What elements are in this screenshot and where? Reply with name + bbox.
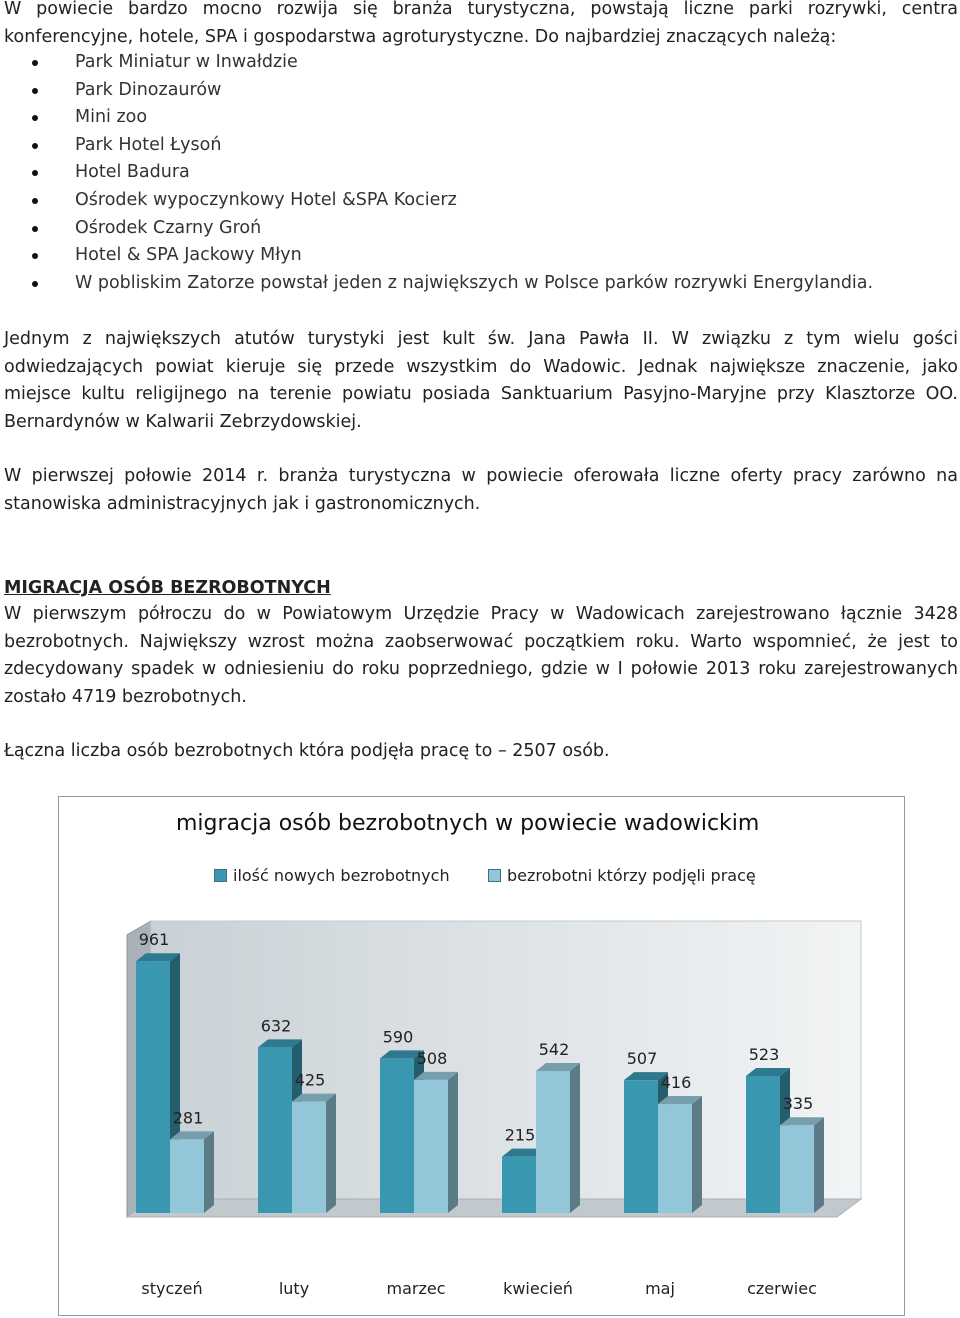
pope-paragraph: Jednym z największych atutów turystyki jest kult św. Jana Pawła II. W związku z tym wielu gości odwiedzających powiat kieruje się przede wszystkim do Wadowic. Jednak największe znaczenie, jako miejsce kultu religijnego na terenie powiatu posiada Sanktuarium Pasyjno-Maryjne przy Klasztorze OO. Bernardynów w Kalwarii Zebrzydowskiej.: [4, 329, 958, 432]
legend-item-employed: bezrobotni którzy podjęli pracę: [488, 866, 756, 885]
bar-side: [326, 1094, 336, 1213]
bar-side: [204, 1131, 214, 1213]
x-tick-label: maj: [645, 1279, 675, 1298]
bar: [136, 961, 170, 1213]
bar: [258, 1047, 292, 1213]
data-label: 281: [172, 1108, 204, 1128]
list-item: Ośrodek Czarny Groń: [0, 215, 950, 243]
data-label: 215: [504, 1125, 536, 1145]
data-label: 590: [382, 1027, 414, 1047]
bar-side: [570, 1063, 580, 1213]
data-label: 425: [294, 1070, 326, 1090]
bullet-icon: [32, 226, 38, 232]
bar: [536, 1071, 570, 1213]
data-label: 961: [138, 930, 170, 950]
list-item: Park Miniatur w Inwałdzie: [0, 49, 950, 77]
data-label: 335: [782, 1094, 814, 1114]
bullet-icon: [32, 198, 38, 204]
list-item: Mini zoo: [0, 104, 950, 132]
chart-container: [58, 796, 905, 1316]
legend-item-new: ilość nowych bezrobotnych: [214, 866, 450, 885]
list-item: Park Dinozaurów: [0, 77, 950, 105]
bullet-icon: [32, 253, 38, 259]
chart-title: migracja osób bezrobotnych w powiecie wadowickim: [176, 811, 760, 836]
migration-paragraph: W pierwszym półroczu do w Powiatowym Urzędzie Pracy w Wadowicach zarejestrowano łącznie 3428 bezrobotnych. Największy wzrost można zaobserwować początkiem roku. Warto wspomnieć, że jest to zdecydowany spadek w odniesieniu do roku poprzedniego, gdzie w I połowie 2013 roku zarejestrowanych zostało 4719 bezrobotnych.: [4, 604, 958, 707]
total-paragraph: Łączna liczba osób bezrobotnych która podjęła pracę to – 2507 osób.: [4, 741, 610, 761]
bullet-icon: [32, 143, 38, 149]
bar: [780, 1125, 814, 1213]
bar-side: [814, 1117, 824, 1213]
jobs-paragraph: W pierwszej połowie 2014 r. branża turystyczna w powiecie oferowała liczne oferty pracy zarówno na stanowiska administracyjnych jak i gastronomicznych.: [4, 466, 958, 514]
data-label: 632: [260, 1016, 292, 1036]
bar: [624, 1080, 658, 1213]
bar: [746, 1076, 780, 1213]
data-label: 416: [660, 1073, 692, 1093]
section-heading: MIGRACJA OSÓB BEZROBOTNYCH: [4, 578, 331, 598]
bar: [170, 1139, 204, 1213]
x-tick-label: styczeń: [141, 1279, 203, 1298]
list-item: W pobliskim Zatorze powstał jeden z największych w Polsce parków rozrywki Energylandia.: [0, 270, 950, 298]
bullet-icon: [32, 88, 38, 94]
bullet-icon: [32, 115, 38, 121]
x-tick-label: marzec: [386, 1279, 446, 1298]
list-item: Hotel & SPA Jackowy Młyn: [0, 242, 950, 270]
bar: [414, 1080, 448, 1213]
bar-side: [448, 1072, 458, 1213]
bullet-icon: [32, 281, 38, 287]
list-item: Park Hotel Łysoń: [0, 132, 950, 160]
chart-plot: [59, 797, 904, 1315]
bar: [502, 1157, 536, 1213]
x-tick-label: kwiecień: [503, 1279, 573, 1298]
bullet-icon: [32, 60, 38, 66]
x-tick-label: czerwiec: [747, 1279, 817, 1298]
data-label: 542: [538, 1039, 570, 1059]
data-label: 507: [626, 1049, 658, 1069]
bar: [292, 1102, 326, 1213]
intro-paragraph: W powiecie bardzo mocno rozwija się branża turystyczna, powstają liczne parki rozrywki, centra konferencyjne, hotele, SPA i gospodarstwa agroturystyczne. Do najbardziej znaczących należą:: [4, 0, 958, 47]
x-tick-label: luty: [278, 1279, 310, 1298]
data-label: 523: [748, 1044, 780, 1064]
bullet-icon: [32, 170, 38, 176]
attractions-list: [0, 49, 950, 297]
bar: [380, 1058, 414, 1213]
bar: [658, 1104, 692, 1213]
list-item: Hotel Badura: [0, 159, 950, 187]
data-label: 508: [416, 1048, 448, 1068]
list-item: Ośrodek wypoczynkowy Hotel &SPA Kocierz: [0, 187, 950, 215]
bar-side: [692, 1096, 702, 1213]
